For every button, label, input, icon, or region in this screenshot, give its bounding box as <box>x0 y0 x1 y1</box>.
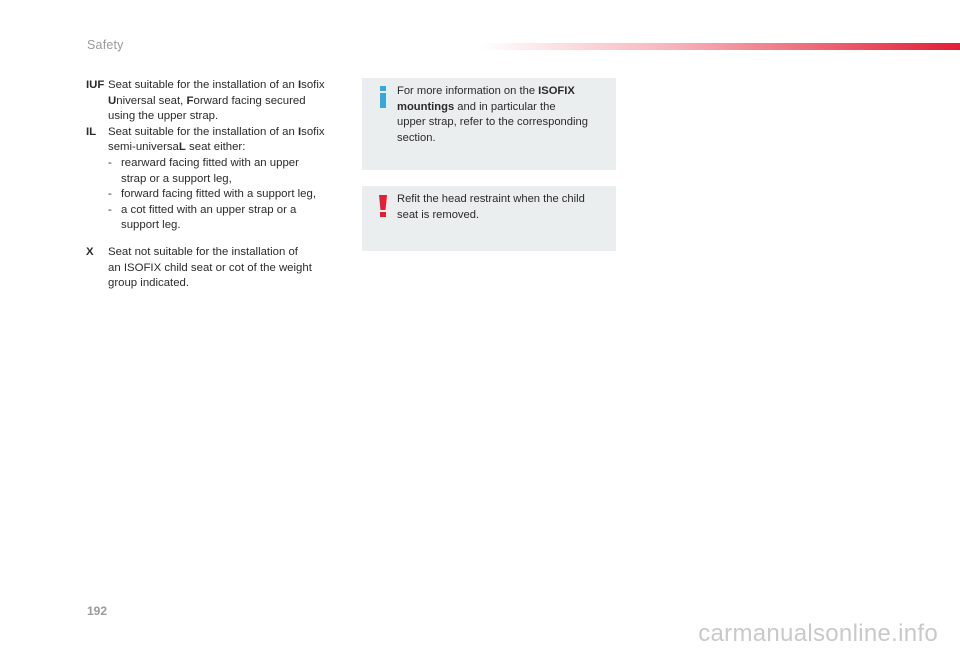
text-bold: I <box>297 79 302 91</box>
desc-iuf-line1 <box>108 78 348 94</box>
desc-il-line1 <box>108 125 348 141</box>
text-bold: L <box>178 141 186 154</box>
text: For more information on the <box>397 85 539 97</box>
desc-iuf <box>108 78 348 125</box>
term-x: X <box>86 245 94 258</box>
desc-x-line: an ISOFIX child seat or cot of the weight <box>108 261 312 274</box>
text: niversal seat, <box>116 94 187 107</box>
info-note-box <box>362 78 616 170</box>
desc-iuf-line2 <box>108 94 348 110</box>
text: and in particular the <box>454 100 556 113</box>
text: sofix <box>301 79 325 91</box>
definitions-column <box>86 78 348 292</box>
text: sofix <box>301 125 325 138</box>
info-line: section. <box>397 131 436 144</box>
text: orward facing secured <box>193 94 306 107</box>
desc-x <box>108 245 348 292</box>
info-line <box>397 100 606 116</box>
list-item-text: rearward facing fitted with an upper <box>121 156 299 169</box>
info-line <box>397 84 606 100</box>
list-item-text: strap or a support leg, <box>121 172 232 185</box>
desc-x-line: Seat not suitable for the installation of <box>108 245 298 258</box>
info-line: upper strap, refer to the corresponding <box>397 116 588 129</box>
definition-iuf <box>86 78 348 125</box>
page-number: 192 <box>87 604 108 618</box>
text: semi-universa <box>108 141 179 154</box>
text-bold: I <box>297 125 302 138</box>
text-bold: mountings <box>397 100 455 113</box>
warning-note-box <box>362 186 616 251</box>
text-bold: F <box>186 94 194 107</box>
list-item-text: a cot fitted with an upper strap or a <box>121 203 297 216</box>
list-dash: - <box>108 188 112 201</box>
info-note-text <box>397 84 606 146</box>
text-bold: ISOFIX <box>538 85 575 97</box>
list-item <box>108 203 348 219</box>
desc-x-line: group indicated. <box>108 277 190 290</box>
list-item <box>108 156 348 172</box>
watermark: carmanualsonline.info <box>698 620 938 647</box>
exclamation-icon <box>376 194 390 218</box>
list-item-continuation <box>108 172 348 188</box>
desc-iuf-line3: using the upper strap. <box>108 110 219 123</box>
section-title: Safety <box>87 38 124 52</box>
warning-line: Refit the head restraint when the child <box>397 193 585 205</box>
text: Seat suitable for the installation of an <box>108 79 298 91</box>
definition-x <box>86 245 348 292</box>
warning-note-text <box>397 192 606 223</box>
header-accent-bar <box>480 43 960 50</box>
list-dash: - <box>108 203 112 216</box>
list-item <box>108 187 348 203</box>
info-icon <box>376 85 390 109</box>
list-item-text: support leg. <box>121 219 181 232</box>
term-iuf: IUF <box>86 79 105 91</box>
list-dash: - <box>108 156 112 169</box>
list-item-continuation <box>108 218 348 234</box>
text-bold: U <box>108 94 117 107</box>
text: Seat suitable for the installation of an <box>108 125 298 138</box>
list-item-text: forward facing fitted with a support leg, <box>121 188 317 201</box>
warning-line: seat is removed. <box>397 208 480 221</box>
desc-il-line2 <box>108 140 348 156</box>
text: seat either: <box>185 141 246 154</box>
desc-il <box>108 125 348 234</box>
definition-il <box>86 125 348 234</box>
term-il: IL <box>86 125 97 138</box>
